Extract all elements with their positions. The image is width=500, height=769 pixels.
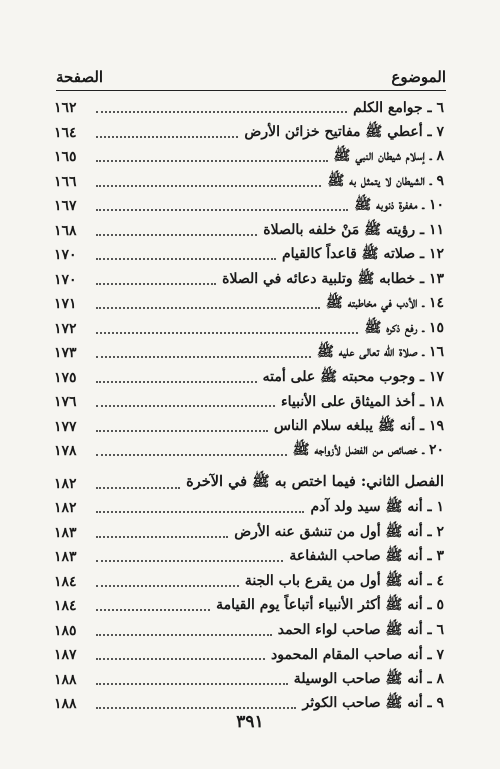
toc-entry (54, 415, 444, 440)
entry-page-number: ١٨٤ (54, 598, 77, 615)
toc-entry (54, 545, 444, 570)
toc-entry (54, 366, 444, 391)
toc-entry (54, 292, 444, 317)
entry-title: ٨ ـ أنه ﷺ صاحب الوسيلة (293, 670, 444, 687)
dot-leader (96, 356, 311, 358)
entry-title: ١٤ ـ الأدب في مخاطبته ﷺ (325, 295, 444, 312)
page-number: ٣٩١ (236, 712, 264, 732)
entry-title: ٥ ـ أنه ﷺ أكثر الأنبياء أتباعاً يوم القيامة (216, 597, 444, 614)
entry-title: ١٥ ـ رفع ذكره ﷺ (364, 319, 444, 336)
toc-entry (54, 594, 444, 619)
dot-leader (96, 658, 265, 660)
entry-title: ١٧ ـ وجوب محبته ﷺ على أمته (262, 368, 444, 385)
entry-title: ١١ ـ رؤيته ﷺ مَنْ خلفه بالصلاة (263, 221, 444, 238)
dot-leader (96, 634, 272, 636)
toc-entry (54, 317, 444, 342)
toc-entry (54, 121, 444, 146)
toc-entry (54, 643, 444, 668)
dot-leader (96, 234, 257, 236)
toc-entry (54, 96, 444, 121)
toc-entry (54, 439, 444, 464)
dot-leader (96, 585, 239, 587)
dot-leader (96, 332, 358, 334)
dot-leader (96, 609, 210, 611)
entry-title: ٨ ـ إسلام شيطان النبي ﷺ (333, 148, 444, 165)
dot-leader (96, 307, 320, 309)
entry-page-number: ١٦٥ (54, 149, 77, 166)
entry-page-number: ١٦٤ (54, 124, 77, 141)
dot-leader (96, 560, 283, 562)
dot-leader (96, 430, 268, 432)
toc-entry (54, 268, 444, 293)
entry-page-number: ١٨٥ (54, 622, 77, 639)
entry-page-number: ١٨٣ (54, 549, 77, 566)
entry-page-number: ١٧٥ (54, 369, 77, 386)
dot-leader (96, 209, 348, 211)
entry-title: ٢ ـ أنه ﷺ أول من تنشق عنه الأرض (234, 523, 444, 540)
entry-page-number: ١٨٢ (54, 475, 77, 492)
toc-entry (54, 145, 444, 170)
entry-page-number: ١٨٧ (54, 647, 77, 664)
entry-title: ١٠ ـ مغفرة ذنوبه ﷺ (354, 197, 444, 214)
dot-leader (96, 160, 328, 162)
entry-title: ٩ ـ الشيطان لا يتمثل به ﷺ (327, 172, 444, 189)
entry-title: ٧ ـ أعطي ﷺ مفاتيح خزائن الأرض (244, 123, 444, 140)
toc-entry (54, 219, 444, 244)
entry-page-number: ١٧٠ (54, 271, 77, 288)
toc-entry (54, 668, 444, 693)
entry-page-number: ١٧٧ (54, 418, 77, 435)
dot-leader (96, 185, 321, 187)
dot-leader (96, 511, 304, 513)
entry-title: ١٨ ـ أخذ الميثاق على الأنبياء (281, 394, 444, 411)
entry-title: ١٦ ـ صلاة الله تعالى عليه ﷺ (317, 344, 444, 361)
toc-entry (54, 570, 444, 595)
entry-title: ٣ ـ أنه ﷺ صاحب الشفاعة (289, 548, 444, 565)
entry-title: الفصل الثاني: فيما اختص به ﷺ في الآخرة (186, 473, 444, 491)
entry-page-number: ١٧٣ (54, 345, 77, 362)
dot-leader (96, 454, 287, 456)
entry-page-number: ١٧٦ (54, 394, 77, 411)
dot-leader (96, 707, 296, 709)
entry-page-number: ١٨٤ (54, 573, 77, 590)
entry-title: ١٣ ـ خطابه ﷺ وتلبية دعائه في الصلاة (222, 270, 444, 287)
dot-leader (96, 536, 228, 538)
entry-page-number: ١٨٢ (54, 500, 77, 517)
entry-title: ٦ ـ أنه ﷺ صاحب لواء الحمد (277, 621, 444, 638)
entry-title: ٤ ـ أنه ﷺ أول من يقرع باب الجنة (244, 572, 444, 589)
entry-title: ٦ ـ جوامع الكلم (353, 100, 444, 117)
entry-title: ١٢ ـ صلاته ﷺ قاعداً كالقيام (281, 246, 444, 263)
entry-title: ٧ ـ أنه صاحب المقام المحمود (271, 647, 444, 664)
chapter-heading-row (54, 472, 444, 497)
entry-page-number: ١٦٧ (54, 198, 77, 215)
entry-page-number: ١٦٦ (54, 173, 77, 190)
entry-page-number: ١٨٣ (54, 524, 77, 541)
topic-column-label: الموضوع (391, 68, 446, 86)
entry-title: ٩ ـ أنه ﷺ صاحب الكوثر (302, 695, 444, 712)
entry-title: ٢٠ ـ خصائص من الفضل لأزواجه ﷺ (292, 442, 444, 459)
entry-title: ١٩ ـ أنه ﷺ يبلغه سلام الناس (273, 417, 444, 434)
toc-entry (54, 170, 444, 195)
toc-entry (54, 194, 444, 219)
toc-entry (54, 619, 444, 644)
toc-entry (54, 341, 444, 366)
entry-page-number: ١٧٠ (54, 247, 77, 264)
section-gap (54, 464, 444, 472)
entry-title: ١ ـ أنه ﷺ سيد ولد آدم (310, 499, 444, 516)
entry-page-number: ١٧٨ (54, 443, 77, 460)
dot-leader (96, 405, 275, 407)
dot-leader (96, 283, 216, 285)
toc-entry (54, 496, 444, 521)
dot-leader (96, 136, 238, 138)
toc-entry (54, 390, 444, 415)
toc-entry (54, 243, 444, 268)
dot-leader (96, 258, 276, 260)
entry-page-number: ١٨٨ (54, 671, 77, 688)
dot-leader (96, 381, 257, 383)
toc-entry (54, 521, 444, 546)
entry-page-number: ١٨٨ (54, 696, 77, 713)
dot-leader (96, 487, 180, 489)
entry-page-number: ١٧٢ (54, 320, 77, 337)
page-column-label: الصفحة (56, 68, 104, 86)
entry-page-number: ١٦٨ (54, 222, 77, 239)
toc-list (54, 96, 444, 717)
dot-leader (96, 111, 347, 113)
toc-header (56, 60, 446, 91)
entry-page-number: ١٦٢ (54, 100, 77, 117)
entry-page-number: ١٧١ (54, 296, 77, 313)
dot-leader (96, 683, 288, 685)
